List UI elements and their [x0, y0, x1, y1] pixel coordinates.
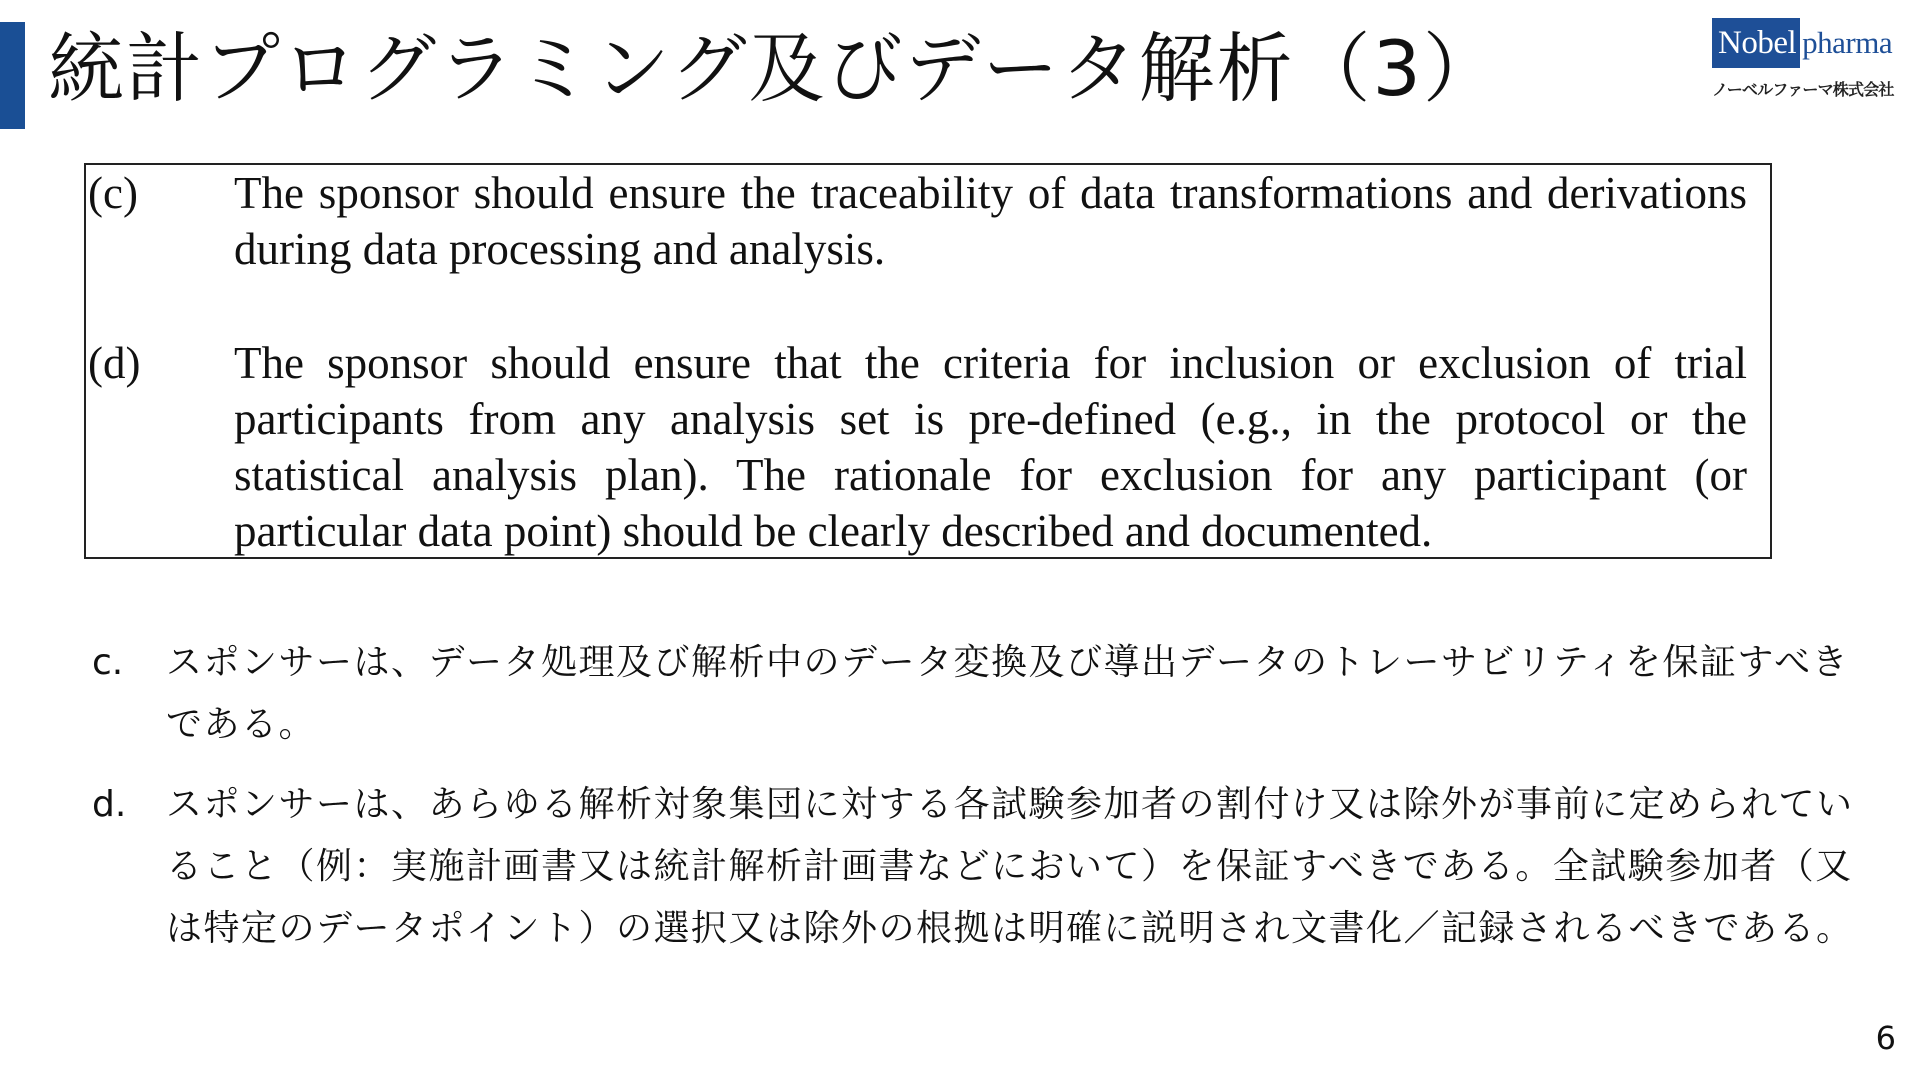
- japanese-translation-list: [92, 632, 1892, 978]
- translation-item-c: [92, 632, 1892, 756]
- translation-marker: d.: [92, 784, 127, 825]
- page-number: 6: [1875, 1019, 1896, 1057]
- english-excerpt-box: [84, 163, 1772, 559]
- logo-brand-left: Nobel: [1712, 18, 1800, 68]
- slide-title: 統計プログラミング及びデータ解析（3）: [48, 24, 1501, 113]
- translation-item-d: [92, 774, 1892, 960]
- translation-text: スポンサーは、データ処理及び解析中のデータ変換及び導出データのトレーサビリティを保証すべきである。: [166, 642, 1850, 745]
- logo-company-name: ノーベルファーマ株式会社: [1712, 80, 1894, 99]
- excerpt-text: The sponsor should ensure that the criteria for inclusion or exclusion of trial participants from any analysis set is pre-defined (e.g., in the protocol or the statistical analysis plan). The rationale for exclusion for any participant (or particular data point) should be clearly described and documented.: [234, 338, 1747, 556]
- company-logo: [1712, 18, 1912, 104]
- excerpt-text: The sponsor should ensure the traceability of data transformations and derivations during data processing and analysis.: [234, 168, 1747, 274]
- logo-wordmark: [1712, 18, 1912, 68]
- translation-text: スポンサーは、あらゆる解析対象集団に対する各試験参加者の割付け又は除外が事前に定められていること（例：実施計画書又は統計解析計画書などにおいて）を保証すべきである。全試験参加者（又は特定のデータポイント）の選択又は除外の根拠は明確に説明され文書化／記録されるべきである。: [166, 784, 1854, 949]
- title-accent-bar: [0, 22, 25, 129]
- translation-marker: c.: [92, 642, 124, 683]
- excerpt-marker: (d): [88, 338, 141, 388]
- logo-brand-right: pharma: [1802, 25, 1893, 60]
- excerpt-marker: (c): [88, 168, 138, 218]
